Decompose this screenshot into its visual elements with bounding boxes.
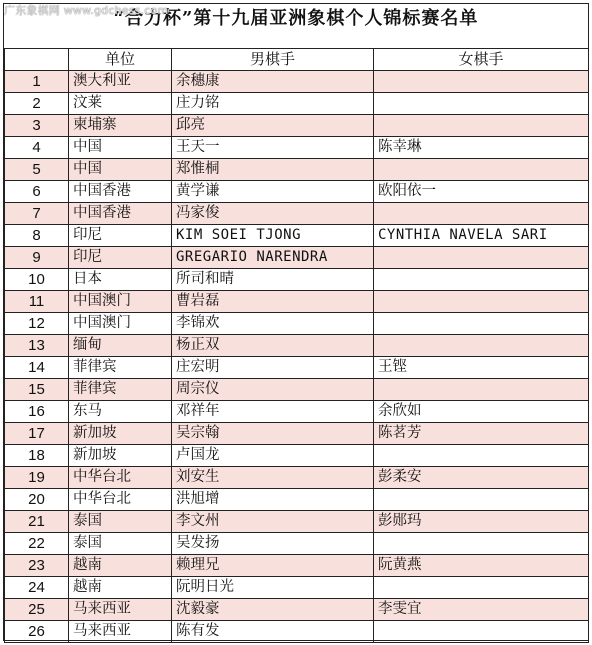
- female-player-cell: 阮黄燕: [374, 555, 589, 577]
- row-number: 7: [5, 203, 69, 225]
- table-row: [5, 445, 589, 467]
- table-row: [5, 115, 589, 137]
- unit-cell: 中国: [69, 137, 172, 159]
- male-player-cell: 王天一: [172, 137, 374, 159]
- row-number: 1: [5, 71, 69, 93]
- row-number: 15: [5, 379, 69, 401]
- row-number: 22: [5, 533, 69, 555]
- female-player-cell: 李雯宜: [374, 599, 589, 621]
- unit-cell: 印尼: [69, 225, 172, 247]
- unit-cell: 越南: [69, 555, 172, 577]
- table-row: [5, 467, 589, 489]
- female-player-cell: 陈茗芳: [374, 423, 589, 445]
- row-number: 3: [5, 115, 69, 137]
- unit-cell: 菲律宾: [69, 379, 172, 401]
- table-row: [5, 159, 589, 181]
- female-player-cell: 余欣如: [374, 401, 589, 423]
- female-player-cell: [374, 313, 589, 335]
- male-player-cell: 冯家俊: [172, 203, 374, 225]
- unit-cell: 柬埔寨: [69, 115, 172, 137]
- unit-cell: 中国: [69, 159, 172, 181]
- table-row: [5, 335, 589, 357]
- row-number: 5: [5, 159, 69, 181]
- table-row: [5, 489, 589, 511]
- table-row: [5, 555, 589, 577]
- unit-cell: 泰国: [69, 511, 172, 533]
- female-player-cell: [374, 291, 589, 313]
- female-player-cell: [374, 115, 589, 137]
- unit-cell: 汶莱: [69, 93, 172, 115]
- female-player-cell: 彭郧玛: [374, 511, 589, 533]
- table-row: [5, 379, 589, 401]
- unit-cell: 印尼: [69, 247, 172, 269]
- site-watermark: 广东象棋网 www.gdchess.com: [4, 4, 169, 17]
- table-row: [5, 247, 589, 269]
- table-row: [5, 599, 589, 621]
- female-player-cell: [374, 379, 589, 401]
- unit-cell: 泰国: [69, 533, 172, 555]
- female-player-cell: [374, 203, 589, 225]
- roster-body: [5, 71, 589, 643]
- male-player-cell: 周宗仪: [172, 379, 374, 401]
- row-number: 19: [5, 467, 69, 489]
- row-number: 14: [5, 357, 69, 379]
- header-female-player: 女棋手: [374, 49, 589, 71]
- male-player-cell: 庄宏明: [172, 357, 374, 379]
- male-player-cell: 庄力铭: [172, 93, 374, 115]
- unit-cell: 中国香港: [69, 203, 172, 225]
- male-player-cell: 吴宗翰: [172, 423, 374, 445]
- row-number: 10: [5, 269, 69, 291]
- header-unit: 单位: [69, 49, 172, 71]
- male-player-cell: 李锦欢: [172, 313, 374, 335]
- row-number: 24: [5, 577, 69, 599]
- table-row: [5, 357, 589, 379]
- female-player-cell: [374, 533, 589, 555]
- female-player-cell: 欧阳依一: [374, 181, 589, 203]
- table-row: [5, 137, 589, 159]
- table-row: [5, 621, 589, 643]
- table-row: [5, 93, 589, 115]
- table-row: [5, 577, 589, 599]
- table-row: [5, 401, 589, 423]
- female-player-cell: [374, 621, 589, 643]
- female-player-cell: [374, 247, 589, 269]
- table-row: [5, 423, 589, 445]
- male-player-cell: KIM SOEI TJONG: [172, 225, 374, 247]
- unit-cell: 日本: [69, 269, 172, 291]
- male-player-cell: 李文州: [172, 511, 374, 533]
- unit-cell: 新加坡: [69, 445, 172, 467]
- male-player-cell: 赖理兄: [172, 555, 374, 577]
- row-number: 16: [5, 401, 69, 423]
- male-player-cell: 邱亮: [172, 115, 374, 137]
- female-player-cell: [374, 269, 589, 291]
- table-row: [5, 291, 589, 313]
- unit-cell: 中华台北: [69, 467, 172, 489]
- female-player-cell: [374, 93, 589, 115]
- roster-table: [4, 48, 589, 643]
- unit-cell: 中国香港: [69, 181, 172, 203]
- header-male-player: 男棋手: [172, 49, 374, 71]
- row-number: 12: [5, 313, 69, 335]
- unit-cell: 中国澳门: [69, 291, 172, 313]
- header-row: [5, 49, 589, 71]
- row-number: 6: [5, 181, 69, 203]
- table-row: [5, 511, 589, 533]
- male-player-cell: 杨正双: [172, 335, 374, 357]
- unit-cell: 东马: [69, 401, 172, 423]
- male-player-cell: 邓祥年: [172, 401, 374, 423]
- male-player-cell: 刘安生: [172, 467, 374, 489]
- male-player-cell: 郑惟桐: [172, 159, 374, 181]
- row-number: 4: [5, 137, 69, 159]
- row-number: 2: [5, 93, 69, 115]
- female-player-cell: 彭柔安: [374, 467, 589, 489]
- unit-cell: 中华台北: [69, 489, 172, 511]
- row-number: 21: [5, 511, 69, 533]
- male-player-cell: 沈毅豪: [172, 599, 374, 621]
- female-player-cell: [374, 489, 589, 511]
- male-player-cell: 洪旭增: [172, 489, 374, 511]
- male-player-cell: 卢国龙: [172, 445, 374, 467]
- unit-cell: 马来西亚: [69, 621, 172, 643]
- row-number: 9: [5, 247, 69, 269]
- male-player-cell: 黄学谦: [172, 181, 374, 203]
- table-row: [5, 313, 589, 335]
- row-number: 11: [5, 291, 69, 313]
- row-number: 13: [5, 335, 69, 357]
- male-player-cell: 余穗康: [172, 71, 374, 93]
- female-player-cell: CYNTHIA NAVELA SARI: [374, 225, 589, 247]
- row-number: 17: [5, 423, 69, 445]
- table-row: [5, 181, 589, 203]
- header-number: [5, 49, 69, 71]
- male-player-cell: 吴发扬: [172, 533, 374, 555]
- page-title: “合力杯”第十九届亚洲象棋个人锦标赛名单: [113, 8, 479, 29]
- row-number: 23: [5, 555, 69, 577]
- unit-cell: 新加坡: [69, 423, 172, 445]
- unit-cell: 菲律宾: [69, 357, 172, 379]
- table-row: [5, 71, 589, 93]
- row-number: 18: [5, 445, 69, 467]
- female-player-cell: [374, 159, 589, 181]
- table-row: [5, 269, 589, 291]
- female-player-cell: [374, 445, 589, 467]
- table-row: [5, 203, 589, 225]
- female-player-cell: 王铿: [374, 357, 589, 379]
- male-player-cell: 陈有发: [172, 621, 374, 643]
- unit-cell: 澳大利亚: [69, 71, 172, 93]
- male-player-cell: GREGARIO NARENDRA: [172, 247, 374, 269]
- female-player-cell: [374, 335, 589, 357]
- table-row: [5, 225, 589, 247]
- row-number: 25: [5, 599, 69, 621]
- female-player-cell: [374, 577, 589, 599]
- unit-cell: 越南: [69, 577, 172, 599]
- unit-cell: 缅甸: [69, 335, 172, 357]
- female-player-cell: 陈幸琳: [374, 137, 589, 159]
- female-player-cell: [374, 71, 589, 93]
- unit-cell: 中国澳门: [69, 313, 172, 335]
- row-number: 26: [5, 621, 69, 643]
- unit-cell: 马来西亚: [69, 599, 172, 621]
- table-row: [5, 533, 589, 555]
- male-player-cell: 所司和晴: [172, 269, 374, 291]
- male-player-cell: 阮明日光: [172, 577, 374, 599]
- row-number: 20: [5, 489, 69, 511]
- male-player-cell: 曹岩磊: [172, 291, 374, 313]
- row-number: 8: [5, 225, 69, 247]
